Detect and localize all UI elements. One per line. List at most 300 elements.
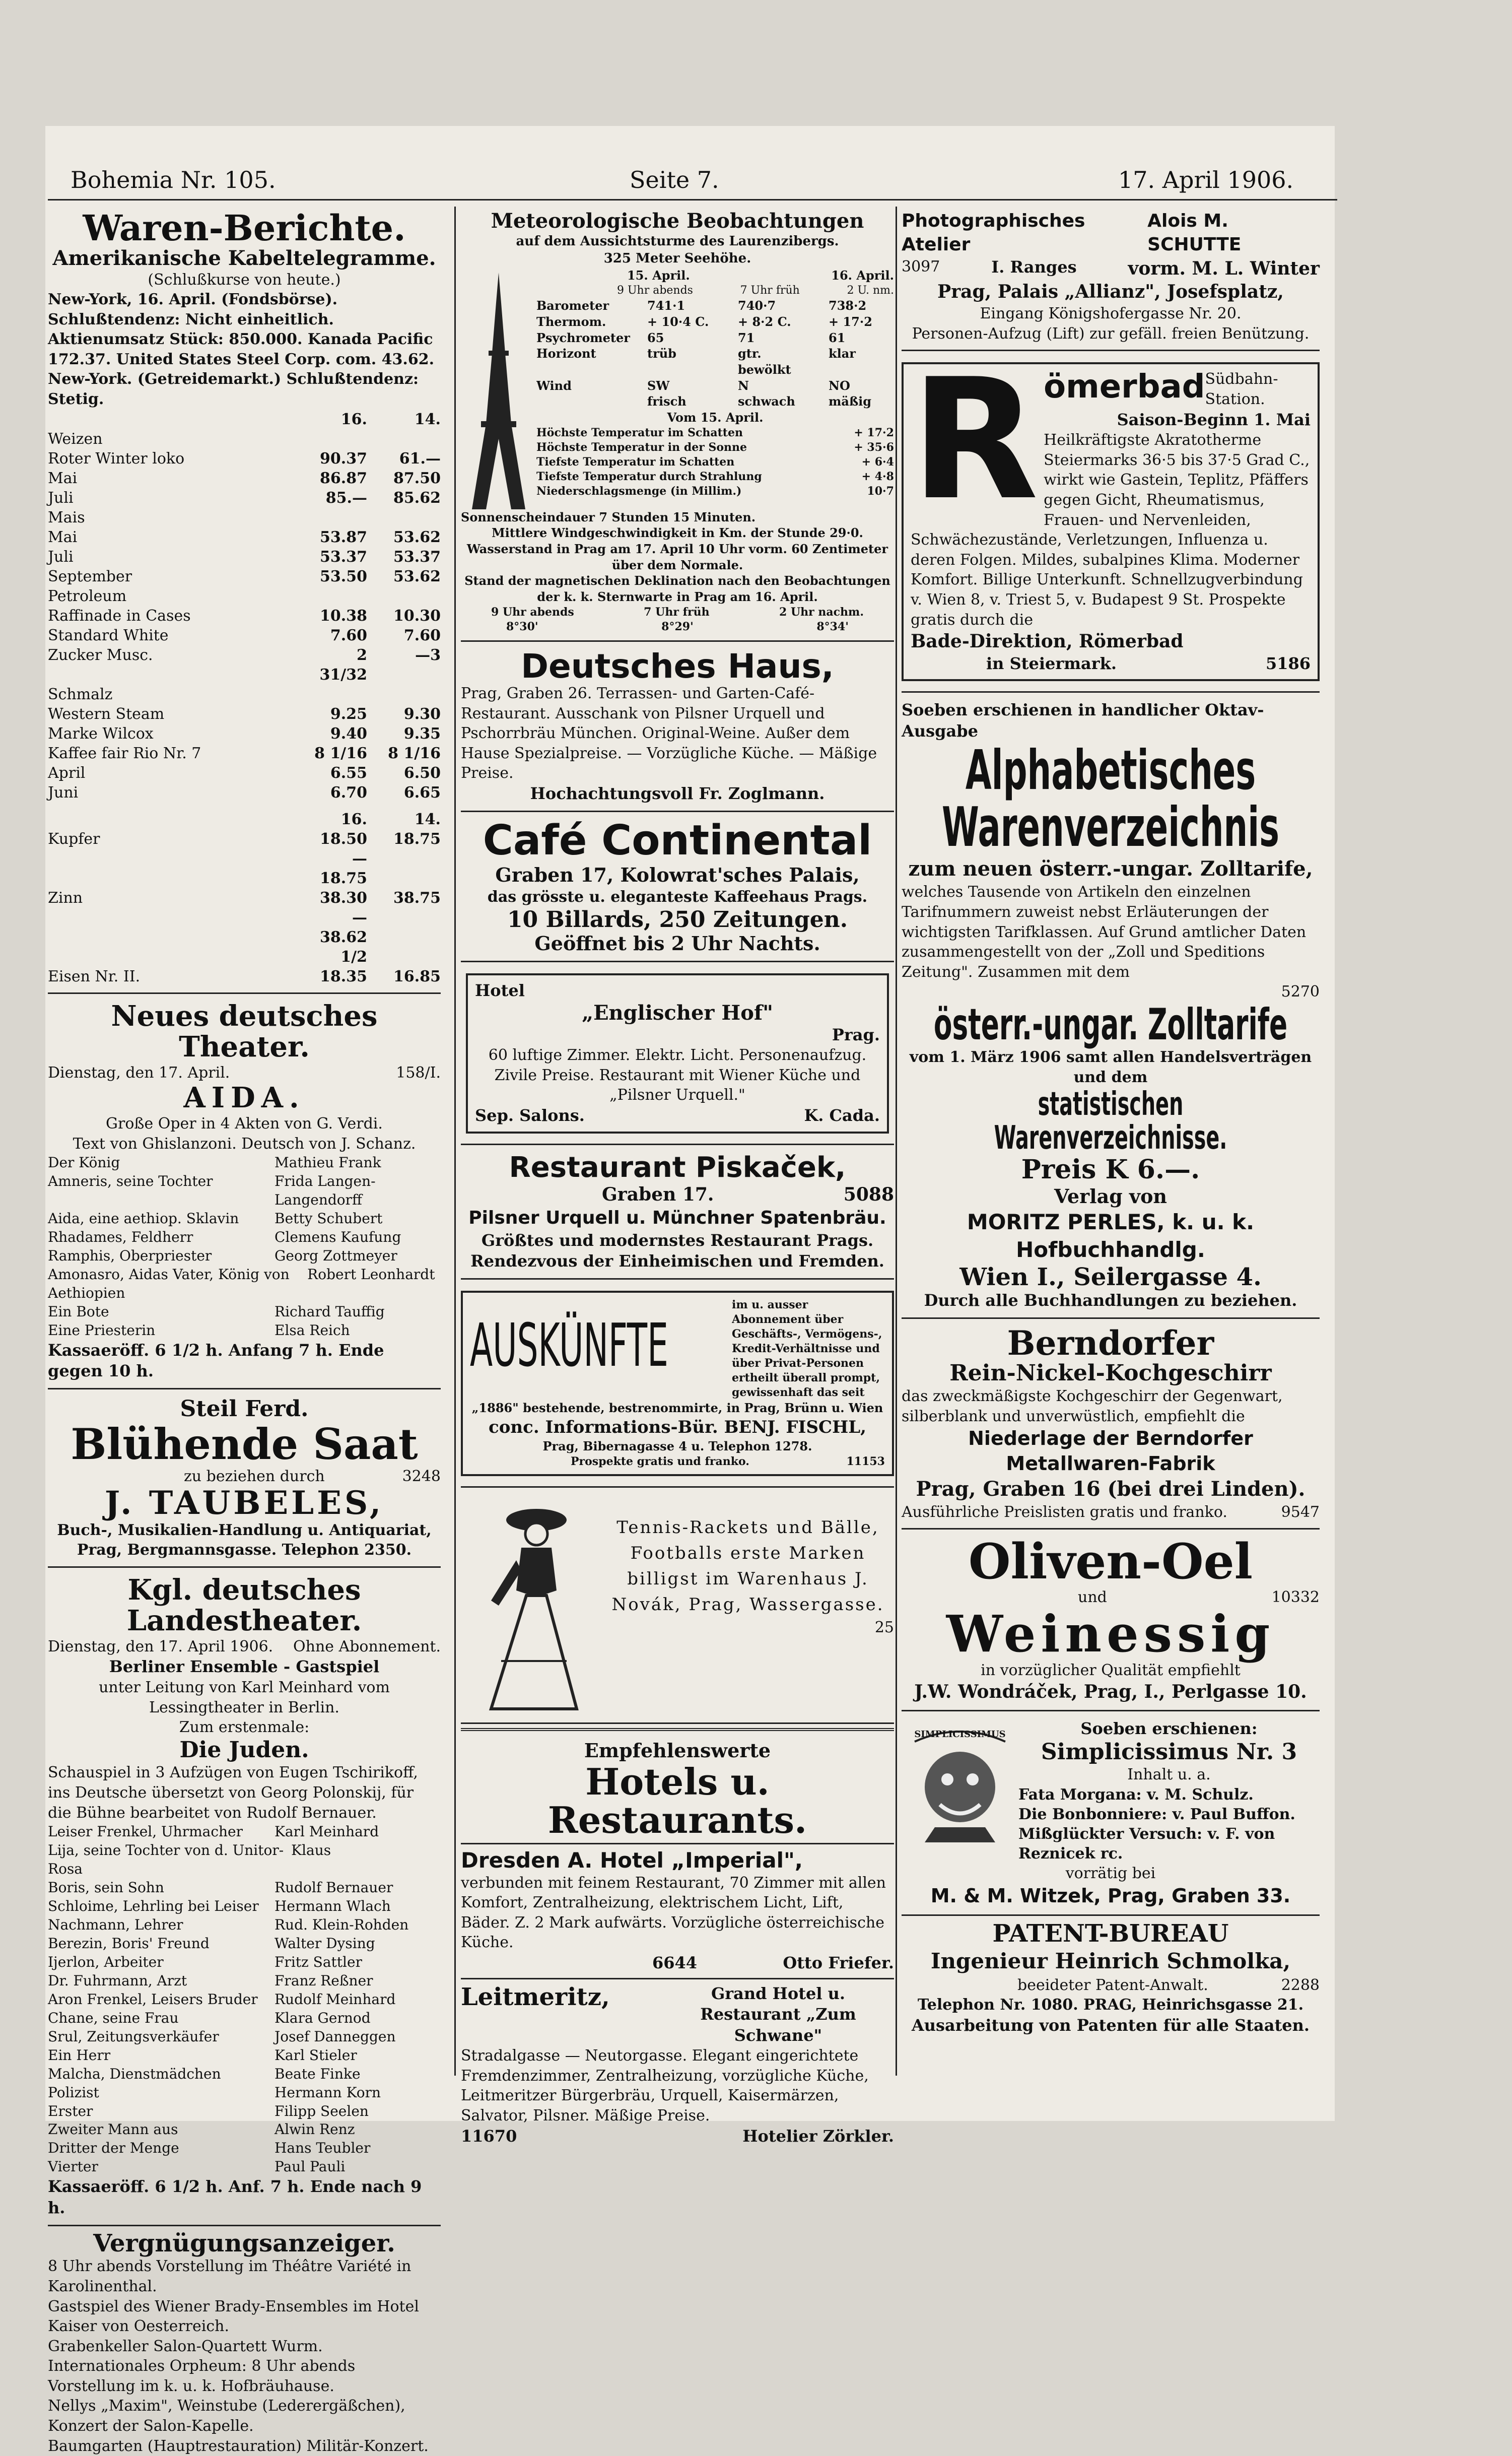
hotel-name: „Englischer Hof" [582,1001,773,1025]
bern-text: das zweckmäßigste Kochgeschirr der Gegenwart, silberblank und unverwüstlich, empfiehlt die [902,1387,1283,1425]
auskuenfte-ad [461,1284,894,1488]
waren-row-value-14: 9.35 [403,724,441,743]
meteo-time-3: 2 U. nm. [847,284,894,297]
waren-colhead [48,410,441,429]
waren-p2: New-York. (Getreidemarkt.) Schlußtendenz: Stetig. [48,370,419,409]
meteo-row [536,330,894,346]
warenverzeichnis-ad [902,697,1320,1319]
meteo-extreme-label: Tiefste Temperatur im Schatten [536,455,735,469]
lady-illustration-icon [471,1500,592,1711]
waren-row-value-16: 38.30—38.62 1/2 [320,889,367,966]
waren-row-label: April [48,764,86,782]
waren-row [48,744,441,763]
ndt-date: Dienstag, den 17. April. [48,1064,230,1082]
waren-row-value-14: 9.30 [403,705,441,723]
meteo-magh-1: 9 Uhr abends [491,605,574,619]
meteo-cell: 61 [829,330,846,345]
bern-store: Niederlage der Berndorfer Metallwaren-Fabrik [968,1427,1253,1475]
patent-bureau-ad [902,1920,1320,2036]
photo-atelier-ad [902,207,1320,351]
cast-actor: Elsa Reich [274,1321,350,1339]
waren-row-value-14: 61.— [399,449,441,468]
dresden-owner: Otto Friefer. [783,1953,894,1972]
simplicissimus-ad [902,1715,1320,1916]
cast-row [48,1953,441,1972]
cast-actor: Clemens Kaufung [274,1229,401,1246]
waren-row-value-16 [307,429,367,449]
bern-addr: Prag, Graben 16 (bei drei Linden). [916,1477,1305,1501]
meteo-wind: Mittlere Windgeschwindigkeit in Km. der Stunde 29·0. [492,525,863,541]
waren-row-value-16: 8 1/16 [314,744,367,762]
alpha-date: vom 1. März 1906 samt allen Handelsverträgen und dem [909,1048,1312,1086]
waren-row-value-14 [380,586,441,606]
patent-name: Ingenieur Heinrich Schmolka, [930,1949,1291,1974]
cast-role: Dr. Fuhrmann, Arzt [48,1972,187,1989]
cast-actor: Rudolf Bernauer [274,1879,393,1896]
verg-title: Vergnügungsanzeiger. [93,2229,395,2258]
saat-firm: J. TAUBELES, [104,1484,384,1522]
kdl-date: Dienstag, den 17. April 1906. [48,1637,273,1655]
cast-actor: Fritz Sattler [274,1953,362,1970]
meteo-table [536,268,894,499]
cast-role: Ramphis, Oberpriester [48,1247,212,1264]
waren-row [48,586,441,606]
waren-row-label: Western Steam [48,705,165,723]
saat-title: Blühende Saat [71,1419,418,1469]
cast-role: Nachmann, Lehrer [48,1916,183,1933]
meteo-dateline: Vom 15. April. [667,410,764,425]
waren-row-label: Juli [48,548,74,566]
waren-row-values [307,888,441,967]
column-1 [48,207,441,2456]
kdl-abo: Ohne Abonnement. [293,1637,441,1655]
cast-actor: Filipp Seelen [274,2102,369,2119]
cast-role: Amonasro, Aidas Vater, König von Aethiopien [48,1266,290,1301]
alpha-stat: statistischen Warenverzeichnisse. [994,1085,1227,1157]
waren-rows [48,429,441,803]
waren-row-label: Petroleum [48,587,127,605]
cast-actor: Klaus [291,1842,331,1859]
waren-row-values [307,449,441,469]
waren-row [48,547,441,567]
cast-actor: Alwin Renz [274,2121,355,2138]
bern-note: Ausführliche Preislisten gratis und franko. [902,1503,1227,1521]
waren-row-label: September [48,567,132,585]
cast-row [48,2102,441,2121]
waren-row-value-16: 90.37 [320,449,367,468]
ausk-addr: Prag, Bibernagasse 4 u. Telephon 1278. [542,1438,812,1453]
ausk-firm: conc. Informations-Bür. BENJ. FISCHL, [489,1417,866,1437]
cast-row [48,1266,441,1303]
meteo-extreme-row [536,470,894,484]
waren-row-value-14: 87.50 [393,469,441,487]
roemerbad-initial: R [911,362,1039,537]
sim-head: Soeben erschienen: [1080,1719,1258,1739]
waren-row-value-14: —3 [415,646,441,664]
meteo-date-2: 16. April. [831,268,894,283]
col2-16: 16. [340,810,367,828]
saat-desc: Buch-, Musikalien-Handlung u. Antiquariat, Prag, Bergmannsgasse. Telephon 2350. [57,1521,432,1559]
oliven-oel-ad [902,1534,1320,1711]
cast-row [48,1990,441,2009]
waren-row-value-14: 10.30 [393,607,441,625]
meteo-cell: SW frisch [647,378,686,409]
ndt-desc: Große Oper in 4 Akten von G. Verdi. [106,1115,383,1133]
meteo-time-1: 9 Uhr abends [617,284,693,297]
hotels-restaurants [461,1728,894,2147]
waren-row-values [307,547,441,567]
cafe-title: Café Continental [483,816,872,865]
ndt-title: Neues deutsches Theater. [111,999,378,1064]
waren-row [48,626,441,645]
waren-row-values [307,744,441,763]
meteo-extreme-value: + 35·6 [854,440,894,454]
alpha-text: welches Tausende von Artikeln den einzelnen Tarifnummern zuweist nebst Erläuterungen der wichtigsten Tarifklassen. Auf Grund amtlicher Daten zusammengestellt von der „Zoll und Speditions Zeitung". Zusammen mit dem [902,883,1307,981]
verg-line: Grabenkeller Salon-Quartett Wurm. [48,2337,323,2355]
waren-subtitle: Amerikanische Kabeltelegramme. [52,246,436,270]
cast-row [48,2084,441,2102]
waren-row-label: Mais [48,508,85,526]
verg-line: Internationales Orpheum: 8 Uhr abends Vorstellung im k. u. k. Hofbräuhause. [48,2357,356,2395]
waren-row-value-14: 53.37 [393,548,441,566]
ausk-side: im u. ausser Abonnement über Geschäfts-, Vermögens-, Kredit-Verhältnisse und über Privat-Personen ertheilt überall prompt, gewissenhaft das seit [732,1298,882,1400]
cast-row [48,1823,441,1841]
waren-row-label: Standard White [48,626,169,644]
cast-actor: Mathieu Frank [274,1154,381,1171]
cast-row [48,2065,441,2084]
dresden-num: 6644 [652,1953,698,1972]
kdl-lead: unter Leitung von Karl Meinhard vom Lessingtheater in Berlin. [99,1679,390,1716]
waren-row-value-14: 7.60 [403,626,441,644]
leit-hotel: Grand Hotel u. Restaurant „Zum Schwane" [700,1983,856,2045]
waren-row-label: Roter Winter loko [48,449,185,468]
meteo-cell: gtr. bewölkt [738,346,791,377]
meteo-cell: 65 [647,330,664,345]
header-rule [48,199,1337,201]
waren-row-value-14: 53.62 [393,528,441,546]
waren-row-values [307,429,441,449]
roemerbad-ad [902,355,1320,693]
waren-row-label: Kaffee fair Rio Nr. 7 [48,744,201,762]
cast-row [48,1897,441,1916]
photo-former: I. Ranges [991,257,1077,277]
cast-role: Ijerlon, Arbeiter [48,1953,164,1970]
meteo-extreme-value: 10·7 [867,484,894,498]
leit-num: 11670 [461,2126,517,2146]
meteo-alt: 325 Meter Seehöhe. [603,251,751,267]
meteo-row [536,346,894,377]
waren-row-value-14 [380,508,441,527]
cast-role: Amneris, seine Tochter [48,1173,213,1190]
ausk-num: 11153 [846,1454,885,1468]
oliven-title: Oliven-Oel [968,1533,1253,1590]
dhaus-sig: Hochachtungsvoll Fr. Zoglmann. [530,783,825,803]
vergnuegungsanzeiger [48,2230,441,2456]
photo-title: Photographisches Atelier [902,211,1085,255]
dresden-title: Dresden A. Hotel „Imperial", [461,1848,803,1873]
sim-title: Simplicissimus Nr. 3 [1041,1739,1297,1765]
verg-line: Baumgarten (Hauptrestauration) Militär-Konzert. [48,2437,429,2455]
cast-role: Aron Frenkel, Leisers Bruder [48,1990,258,2008]
tennis-text: Tennis-Rackets und Bälle, Footballs erste Marken billigst im Warenhaus J. Novák, Prag, Wassergasse. [611,1517,884,1615]
patent-slogan: Ausarbeitung von Patenten für alle Staaten. [911,2016,1310,2035]
cast-actor: Karl Stieler [274,2046,357,2064]
verg-line: 8 Uhr abends Vorstellung im Théâtre Variété in Karolinenthal. [48,2258,411,2295]
waren-row-label: Raffinade in Cases [48,607,191,625]
alpha-pub: MORITZ PERLES, k. u. k. Hofbuchhandlg. [967,1210,1255,1263]
roemer-season: Saison-Beginn 1. Mai [1117,410,1311,429]
cast-row [48,1879,441,1897]
waren-row-label: Eisen Nr. II. [48,967,141,985]
ndt-times: Kassaeröff. 6 1/2 h. Anfang 7 h. Ende gegen 10 h. [48,1340,384,1381]
cafe-desc: das grösste u. eleganteste Kaffeehaus Prags. [487,888,868,906]
meteo-sub: auf dem Aussichtsturme des Laurenzibergs. [516,234,839,249]
waren-row-value-14: 16.85 [393,967,441,985]
waren-p1: New-York, 16. April. (Fondsbörse). Schlußtendenz: Nicht einheitlich. Aktienumsatz Stück: 850.000. Kanada Pacific 172.37. United States Steel Corp. com. 43.62. [48,291,435,368]
meteo-cell: Horizont [536,346,596,361]
column-divider-2 [896,207,897,2076]
waren-row-value-14: 38.75 [393,889,441,907]
deutsches-haus-ad [461,646,894,812]
waren-row-value-14 [380,429,441,449]
verg-line: Nellys „Maxim", Weinstube (Lederergäßchen), Konzert der Salon-Kapelle. [48,2397,405,2435]
neues-deutsches-theater [48,998,441,1389]
cast-row [48,1321,441,1340]
dhaus-title: Deutsches Haus, [521,646,834,686]
leit-text: Stradalgasse — Neutorgasse. Elegant eingerichtete Fremdenzimmer, Zentralheizung, vorzügliche Küche, Leitmeritzer Bürgerbräu, Urquell, Kaisermärzen, Salvator, Pilsner. Mäßige Preise. [461,2047,869,2125]
waren-row-label: Mai [48,528,78,546]
waren-row-label: Mai [48,469,78,487]
waren-row [48,606,441,626]
meteo-cell: NO mäßig [829,378,872,409]
ausk-line: „1886" bestehende, bestrenommirte, in Prag, Brünn u. Wien [471,1401,883,1416]
meteo-extreme-row [536,440,894,455]
kdl-ensemble: Berliner Ensemble - Gastspiel [109,1657,380,1677]
col2-14: 14. [414,810,441,828]
roemer-num: 5186 [1265,653,1311,673]
sim-firm: M. & M. Witzek, Prag, Graben 33. [930,1884,1291,1907]
bluehende-saat-ad [48,1393,441,1568]
waren-row [48,724,441,744]
waren-row-values [307,626,441,645]
alpha-verlag: Verlag von [1054,1185,1167,1208]
waren-row-value-14: 18.75 [393,830,441,848]
cast-role: Berezin, Boris' Freund [48,1935,210,1952]
cast-row [48,1247,441,1266]
cast-row [48,2046,441,2065]
cast-row [48,2158,441,2176]
cast-actor: Klara Gernod [274,2009,371,2026]
cast-row [48,2009,441,2028]
waren-row-label: Kupfer [48,830,100,848]
meteo-cell: N schwach [738,378,795,409]
meteo-cell: 740·7 [738,298,776,313]
alpha-big3: österr.-ungar. Zolltarife [933,1000,1288,1050]
waren-row-value-14: 6.50 [403,764,441,782]
cast-row [48,1972,441,1990]
cast-role: Rhadames, Feldherr [48,1229,193,1246]
waren-row-values [307,763,441,783]
roemer-loc: in Steiermark. [986,653,1117,673]
cast-actor: Richard Tauffig [274,1303,385,1320]
englischer-hof-ad [461,966,894,1145]
sim-pic-label: SIMPLICISSIMUS [914,1729,1006,1740]
meteo-cell: trüb [647,346,676,361]
cast-actor: Hermann Wlach [274,1898,391,1915]
photo-num: 3097 [902,257,940,276]
photo-entry: Eingang Königshofergasse Nr. 20. [980,305,1242,323]
cast-role: Vierter [48,2158,98,2175]
cast-row [48,2120,441,2139]
waren-row-value-16: 53.50 [320,567,367,585]
cast-actor: Karl Meinhard [274,1823,379,1840]
cafe-continental-ad [461,816,894,962]
roemer-text: Heilkräftigste Akratotherme Steiermarks 36·5 bis 37·5 Grad C., wirkt wie Gastein, Teplitz, Pfäffers gegen Gicht, Rheumatismus, Frauen- und Nervenleiden, Schwächezustände, Verletzungen, Influenza u. deren Folgen. Mildes, subalpines Klima. Moderner Komfort. Billige Unterkunft. Schnellzugverbindung v. Wien 8, v. Triest 5, v. Budapest 9 St. Prospekte gratis durch die [911,431,1310,629]
waren-row-value-16: 85.— [325,489,367,507]
waren-row-value-14: 8 1/16 [388,744,441,762]
pisk-title: Restaurant Piskaček, [509,1151,846,1184]
alpha-big2: Warenverzeichnis [941,796,1280,859]
cast-role: Srul, Zeitungsverkäufer [48,2028,219,2045]
meteo-extremes [536,426,894,499]
alpha-price: Preis K 6.—. [1021,1154,1200,1185]
waren-row-value-16: 18.50—18.75 [320,830,367,887]
meteo-row [536,314,894,330]
kdl-play: Die Juden. [179,1737,309,1763]
waren-row-value-16: 9.25 [330,705,367,723]
sim-item: Die Bonbonniere: v. Paul Buffon. [1018,1806,1295,1824]
cast-actor: Rudolf Meinhard [274,1990,396,2008]
meteo-report [461,207,894,642]
meteo-magv-3: 8°34' [816,620,849,633]
meteo-extreme-label: Höchste Temperatur in der Sonne [536,440,747,454]
col-16: 16. [340,410,367,428]
waren-row-label: Juni [48,783,79,802]
tennis-ad [461,1492,894,1724]
saat-num: 3248 [402,1467,441,1485]
waren-row [48,469,441,488]
waren-row [48,449,441,469]
bern-title: Berndorfer [1007,1323,1214,1363]
meteo-row [536,378,894,410]
cast-role: Boris, sein Sohn [48,1879,164,1896]
cast-row [48,1303,441,1321]
meteo-extreme-row [536,426,894,440]
waren-row-label: Weizen [48,430,103,448]
meteo-cell: 738·2 [829,298,867,313]
meteo-cell: 741·1 [647,298,685,313]
meteo-cell: + 17·2 [829,314,872,329]
tennis-num: 25 [874,1618,894,1636]
cast-role: Schloime, Lehrling bei Leiser [48,1898,259,1915]
sim-avail: vorrätig bei [1065,1865,1156,1883]
cast-actor: Hermann Korn [274,2084,381,2101]
meteo-extreme-value: + 4·8 [861,470,894,483]
meteo-cell: klar [829,346,856,361]
patent-tel: Telephon Nr. 1080. PRAG, Heinrichsgasse 21. [917,1996,1304,2014]
waren-row [48,783,441,803]
column-divider-1 [454,207,456,2076]
meteo-extreme-label: Tiefste Temperatur durch Strahlung [536,470,762,483]
meteo-magv-1: 8°30' [506,620,538,633]
cafe-addr: Graben 17, Kolowrat'sches Palais, [495,863,860,886]
pisk-num: 5088 [843,1184,894,1206]
patent-title: PATENT-BUREAU [992,1919,1229,1948]
waren-row [48,488,441,508]
photo-addr: Prag, Palais „Allianz", Josefsplatz, [937,281,1284,303]
waren-row [48,763,441,783]
waren-row-value-16: 2 31/32 [319,646,367,684]
alpha-num: 5270 [1281,983,1320,1001]
dhaus-text: Prag, Graben 26. Terrassen- und Garten-Café-Restaurant. Ausschank von Pilsner Urquell und Pschorrbräu München. Original-Weine. Außer dem Hause Spezialpreise. — Vorzügliche Küche. — Mäßige Preise. [461,685,877,782]
hotel-city: Prag. [832,1025,880,1044]
meteo-magv-2: 8°29' [661,620,694,633]
cast-role: Leiser Frenkel, Uhrmacher [48,1823,243,1840]
meteo-extreme-row [536,484,894,499]
cast-actor: Hans Teubler [274,2140,371,2157]
cast-row [48,1935,441,1953]
waren-row-value-16: 86.87 [320,469,367,487]
meteo-cell: Psychrometer [536,330,630,345]
photo-lift: Personen-Aufzug (Lift) zur gefäll. freien Benützung. [912,324,1310,343]
bern-num: 9547 [1281,1503,1320,1521]
waren-row-value-16 [307,685,367,704]
bern-sub: Rein-Nickel-Kochgeschirr [949,1360,1272,1386]
kdl-title: Kgl. deutsches Landestheater. [126,1573,362,1638]
meteo-extreme-value: + 6·4 [861,455,894,469]
waren-row-values [307,488,441,508]
cast-role: Eine Priesterin [48,1321,156,1339]
cast-row [48,1841,441,1879]
alpha-big1: Alphabetisches [965,739,1256,802]
oliven-wein: Weinessig [946,1604,1275,1664]
cafe-open: Geöffnet bis 2 Uhr Nachts. [534,932,820,955]
ndt-cast [48,1154,441,1340]
meteo-rows [536,298,894,410]
meteo-magh-3: 2 Uhr nachm. [779,605,864,619]
waren-row [48,829,441,888]
leit-title: Leitmeritz, [461,1982,610,2011]
waren-row-value-16: 53.87 [320,528,367,546]
sim-item: Mißglückter Versuch: v. F. von Reznicek rc. [1018,1825,1275,1863]
waren-row-values [307,724,441,744]
cast-actor: Rud. Klein-Rohden [274,1916,409,1933]
cast-actor: Paul Pauli [274,2158,346,2175]
cast-role: Lija, seine Tochter von d. Unitor-Rosa [48,1842,284,1878]
waren-row-value-16: 6.55 [330,764,367,782]
saat-from: zu beziehen durch [184,1467,325,1485]
roemer-name: ömerbad [1044,368,1205,406]
alpha-note: Durch alle Buchhandlungen zu beziehen. [924,1291,1297,1310]
waren-row-value-14: 85.62 [393,489,441,507]
hotels-title: Hotels u. Restaurants. [547,1760,807,1841]
ausk-pros: Prospekte gratis und franko. [571,1454,749,1468]
verg-line: Gastspiel des Wiener Brady-Ensembles im Hotel Kaiser von Oesterreich. [48,2297,419,2336]
cafe-info: 10 Billards, 250 Zeitungen. [507,906,848,933]
waren-row-value-16: 9.40 [330,724,367,743]
waren-row-values [307,967,441,986]
waren-title: Waren-Berichte. [83,207,406,249]
column-2 [461,207,894,2147]
meteo-extreme-value: + 17·2 [854,426,894,439]
waren-row-label: Zinn [48,889,83,907]
waren-row [48,685,441,704]
landestheater [48,1572,441,2226]
meteo-extreme-row [536,455,894,470]
berndorfer-ad [902,1323,1320,1530]
kdl-times: Kassaeröff. 6 1/2 h. Anf. 7 h. Ende nach 9 h. [48,2177,422,2217]
kdl-cast [48,1823,441,2176]
